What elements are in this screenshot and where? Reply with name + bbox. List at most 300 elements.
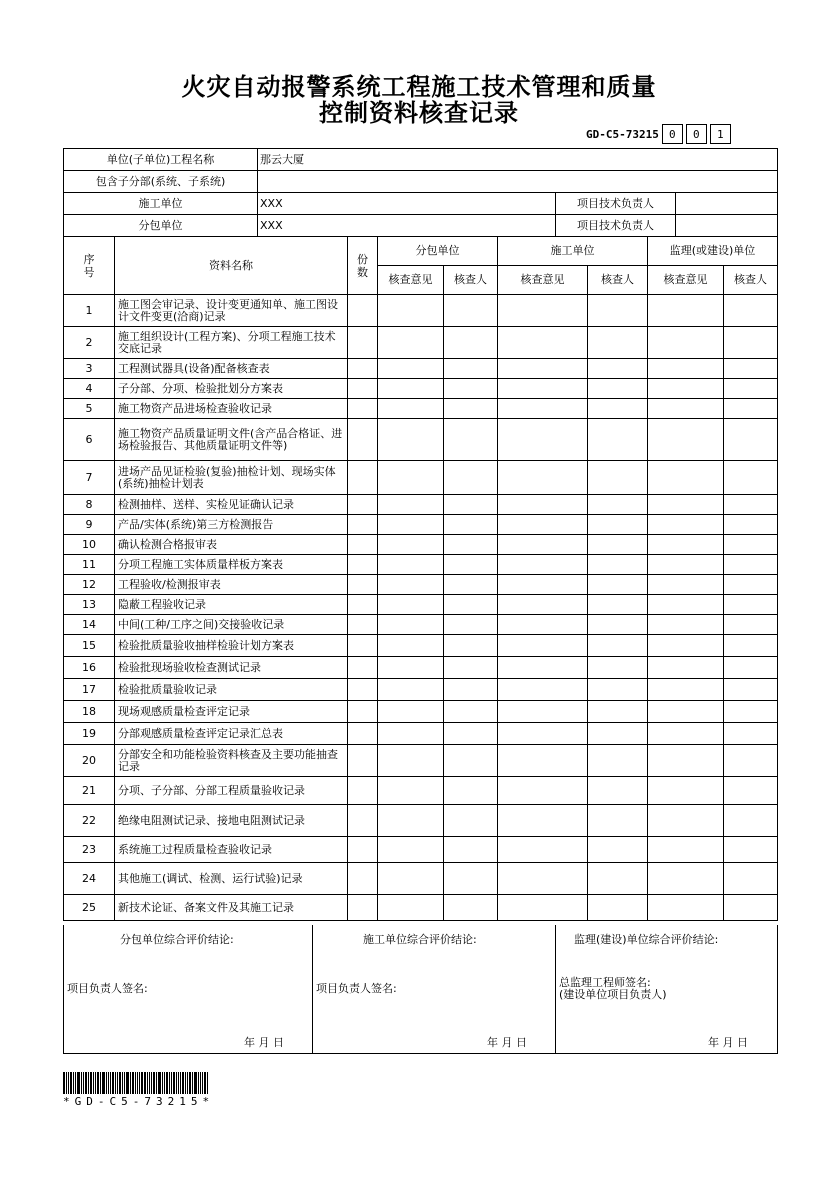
row-sup-checker-cell[interactable] xyxy=(724,327,778,359)
row-sup-checker-cell[interactable] xyxy=(724,555,778,575)
barcode-bar xyxy=(141,1072,143,1094)
row-con-opinion-cell[interactable] xyxy=(498,701,588,723)
row-sub-checker-cell[interactable] xyxy=(444,895,498,921)
row-number: 16 xyxy=(64,657,115,679)
barcode-bar xyxy=(178,1072,179,1094)
tech-lead-value[interactable] xyxy=(676,193,778,215)
barcode-bar xyxy=(102,1072,105,1094)
row-count-cell[interactable] xyxy=(348,515,378,535)
row-sup-opinion-cell[interactable] xyxy=(648,805,724,837)
row-sup-checker-cell[interactable] xyxy=(724,399,778,419)
row-sup-checker-cell[interactable] xyxy=(724,359,778,379)
row-sub-opinion-cell[interactable] xyxy=(378,535,444,555)
row-sup-opinion-cell[interactable] xyxy=(648,777,724,805)
row-sup-checker-cell[interactable] xyxy=(724,615,778,635)
row-sup-checker-cell[interactable] xyxy=(724,461,778,495)
row-con-checker-cell[interactable] xyxy=(588,895,648,921)
sub-tech-lead-value[interactable] xyxy=(676,215,778,237)
row-sub-opinion-cell[interactable] xyxy=(378,327,444,359)
row-count-cell[interactable] xyxy=(348,723,378,745)
sub-conclusion[interactable] xyxy=(64,925,312,1053)
table-row xyxy=(64,461,778,495)
row-count-cell[interactable] xyxy=(348,461,378,495)
row-con-opinion-cell[interactable] xyxy=(498,723,588,745)
row-count-cell[interactable] xyxy=(348,679,378,701)
barcode-bar xyxy=(122,1072,123,1094)
row-con-checker-cell[interactable] xyxy=(588,359,648,379)
row-sub-opinion-cell[interactable] xyxy=(378,805,444,837)
row-sub-checker-cell[interactable] xyxy=(444,723,498,745)
row-sub-checker-cell[interactable] xyxy=(444,515,498,535)
row-record-name: 施工物资产品质量证明文件(含产品合格证、进场检验报告、其他质量证明文件等) xyxy=(115,419,348,461)
barcode-bar xyxy=(207,1072,208,1094)
row-count-cell[interactable] xyxy=(348,745,378,777)
row-con-opinion-cell[interactable] xyxy=(498,515,588,535)
barcode-bar xyxy=(156,1072,157,1094)
row-sup-opinion-cell[interactable] xyxy=(648,657,724,679)
barcode xyxy=(63,1072,233,1094)
row-sub-checker-cell[interactable] xyxy=(444,805,498,837)
row-con-checker-cell[interactable] xyxy=(588,745,648,777)
name-header: 资料名称 xyxy=(115,237,348,295)
row-count-cell[interactable] xyxy=(348,419,378,461)
row-sup-checker-cell[interactable] xyxy=(724,419,778,461)
row-record-name: 施工物资产品进场检查验收记录 xyxy=(115,399,348,419)
row-sub-opinion-cell[interactable] xyxy=(378,461,444,495)
sub-unit-header: 分包单位 xyxy=(378,237,498,266)
row-sub-opinion-cell[interactable] xyxy=(378,359,444,379)
row-con-opinion-cell[interactable] xyxy=(498,399,588,419)
row-count-cell[interactable] xyxy=(348,657,378,679)
row-sub-opinion-cell[interactable] xyxy=(378,635,444,657)
code-box-3[interactable]: 1 xyxy=(710,124,731,144)
row-sup-checker-cell[interactable] xyxy=(724,535,778,555)
barcode-bar xyxy=(158,1072,161,1094)
row-record-name: 分项、子分部、分部工程质量验收记录 xyxy=(115,777,348,805)
row-sup-opinion-cell[interactable] xyxy=(648,461,724,495)
row-con-checker-cell[interactable] xyxy=(588,399,648,419)
row-con-opinion-cell[interactable] xyxy=(498,777,588,805)
row-sub-checker-cell[interactable] xyxy=(444,701,498,723)
row-sub-opinion-cell[interactable] xyxy=(378,419,444,461)
row-sub-checker-cell[interactable] xyxy=(444,359,498,379)
row-con-checker-cell[interactable] xyxy=(588,555,648,575)
row-con-opinion-cell[interactable] xyxy=(498,615,588,635)
row-con-checker-cell[interactable] xyxy=(588,575,648,595)
row-con-opinion-cell[interactable] xyxy=(498,657,588,679)
row-con-opinion-cell[interactable] xyxy=(498,535,588,555)
table-row xyxy=(64,327,778,359)
row-sup-opinion-cell[interactable] xyxy=(648,837,724,863)
subcontractor-value[interactable]: XXX xyxy=(258,215,556,237)
barcode-bar xyxy=(124,1072,125,1094)
table-row xyxy=(64,701,778,723)
row-con-checker-cell[interactable] xyxy=(588,837,648,863)
row-sub-opinion-cell[interactable] xyxy=(378,595,444,615)
row-sup-checker-cell[interactable] xyxy=(724,635,778,657)
row-count-cell[interactable] xyxy=(348,327,378,359)
row-sub-opinion-cell[interactable] xyxy=(378,863,444,895)
row-count-cell[interactable] xyxy=(348,805,378,837)
row-sup-opinion-cell[interactable] xyxy=(648,745,724,777)
row-con-opinion-cell[interactable] xyxy=(498,837,588,863)
document-title-line2: 控制资料核查记录 xyxy=(319,98,519,127)
row-con-checker-cell[interactable] xyxy=(588,657,648,679)
barcode-bar xyxy=(180,1072,181,1094)
row-con-checker-cell[interactable] xyxy=(588,595,648,615)
barcode-bar xyxy=(112,1072,114,1094)
subdivision-value[interactable] xyxy=(258,171,778,193)
row-con-opinion-cell[interactable] xyxy=(498,895,588,921)
sup-conclusion[interactable] xyxy=(555,925,777,1053)
unit-name-value[interactable]: 那云大厦 xyxy=(258,149,778,171)
row-sub-opinion-cell[interactable] xyxy=(378,399,444,419)
row-sub-opinion-cell[interactable] xyxy=(378,745,444,777)
barcode-bar xyxy=(204,1072,206,1094)
row-record-name: 检测抽样、送样、实检见证确认记录 xyxy=(115,495,348,515)
barcode-bar xyxy=(192,1072,193,1094)
row-con-checker-cell[interactable] xyxy=(588,635,648,657)
barcode-bar xyxy=(187,1072,188,1094)
row-sub-opinion-cell[interactable] xyxy=(378,295,444,327)
row-sub-checker-cell[interactable] xyxy=(444,379,498,399)
row-sup-opinion-cell[interactable] xyxy=(648,895,724,921)
row-count-cell[interactable] xyxy=(348,379,378,399)
row-sub-checker-cell[interactable] xyxy=(444,495,498,515)
row-con-checker-cell[interactable] xyxy=(588,461,648,495)
row-number: 22 xyxy=(64,805,115,837)
row-sup-opinion-cell[interactable] xyxy=(648,399,724,419)
row-sup-opinion-cell[interactable] xyxy=(648,635,724,657)
code-box-1[interactable]: 0 xyxy=(662,124,683,144)
row-con-opinion-cell[interactable] xyxy=(498,295,588,327)
row-record-name: 新技术论证、备案文件及其施工记录 xyxy=(115,895,348,921)
row-con-checker-cell[interactable] xyxy=(588,295,648,327)
row-record-name: 子分部、分项、检验批划分方案表 xyxy=(115,379,348,399)
row-record-name: 分项工程施工实体质量样板方案表 xyxy=(115,555,348,575)
row-sup-opinion-cell[interactable] xyxy=(648,359,724,379)
barcode-bar xyxy=(173,1072,175,1094)
row-count-cell[interactable] xyxy=(348,295,378,327)
row-count-cell[interactable] xyxy=(348,635,378,657)
row-con-opinion-cell[interactable] xyxy=(498,575,588,595)
row-record-name: 检验批质量验收记录 xyxy=(115,679,348,701)
row-sup-checker-cell[interactable] xyxy=(724,515,778,535)
barcode-bar xyxy=(88,1072,89,1094)
row-con-checker-cell[interactable] xyxy=(588,723,648,745)
row-sup-checker-cell[interactable] xyxy=(724,295,778,327)
row-number: 10 xyxy=(64,535,115,555)
row-number: 4 xyxy=(64,379,115,399)
row-sup-opinion-cell[interactable] xyxy=(648,419,724,461)
table-row xyxy=(64,723,778,745)
table-row xyxy=(64,657,778,679)
table-row xyxy=(64,777,778,805)
row-sub-checker-cell[interactable] xyxy=(444,327,498,359)
con-sign-label: 项目负责人签名: xyxy=(316,982,397,995)
row-con-checker-cell[interactable] xyxy=(588,701,648,723)
row-sup-checker-cell[interactable] xyxy=(724,777,778,805)
row-record-name: 工程测试器具(设备)配备核查表 xyxy=(115,359,348,379)
row-sup-opinion-cell[interactable] xyxy=(648,575,724,595)
sup-opinion-header: 核查意见 xyxy=(648,266,724,295)
table-row xyxy=(64,555,778,575)
row-sup-checker-cell[interactable] xyxy=(724,495,778,515)
row-sup-checker-cell[interactable] xyxy=(724,679,778,701)
row-sup-opinion-cell[interactable] xyxy=(648,535,724,555)
row-sup-checker-cell[interactable] xyxy=(724,701,778,723)
row-con-opinion-cell[interactable] xyxy=(498,595,588,615)
row-number: 20 xyxy=(64,745,115,777)
row-sup-checker-cell[interactable] xyxy=(724,745,778,777)
row-sub-checker-cell[interactable] xyxy=(444,461,498,495)
barcode-bar xyxy=(132,1072,134,1094)
row-sub-checker-cell[interactable] xyxy=(444,615,498,635)
row-sup-opinion-cell[interactable] xyxy=(648,701,724,723)
barcode-bar xyxy=(70,1072,72,1094)
sub-conclusion-title: 分包单位综合评价结论: xyxy=(120,933,234,946)
barcode-bar xyxy=(85,1072,87,1094)
row-sup-opinion-cell[interactable] xyxy=(648,679,724,701)
row-con-checker-cell[interactable] xyxy=(588,495,648,515)
barcode-bar xyxy=(176,1072,177,1094)
row-number: 11 xyxy=(64,555,115,575)
row-number: 25 xyxy=(64,895,115,921)
table-row xyxy=(64,635,778,657)
barcode-bar xyxy=(162,1072,163,1094)
row-count-cell[interactable] xyxy=(348,615,378,635)
row-record-name: 系统施工过程质量检查验收记录 xyxy=(115,837,348,863)
row-count-cell[interactable] xyxy=(348,359,378,379)
row-sub-checker-cell[interactable] xyxy=(444,419,498,461)
row-record-name: 确认检测合格报审表 xyxy=(115,535,348,555)
row-record-name: 检验批质量验收抽样检验计划方案表 xyxy=(115,635,348,657)
sub-checker-header: 核查人 xyxy=(444,266,498,295)
row-con-checker-cell[interactable] xyxy=(588,515,648,535)
row-sup-opinion-cell[interactable] xyxy=(648,495,724,515)
row-record-name: 绝缘电阻测试记录、接地电阻测试记录 xyxy=(115,805,348,837)
row-sup-opinion-cell[interactable] xyxy=(648,723,724,745)
row-sup-checker-cell[interactable] xyxy=(724,863,778,895)
row-number: 5 xyxy=(64,399,115,419)
row-sub-checker-cell[interactable] xyxy=(444,837,498,863)
row-sup-opinion-cell[interactable] xyxy=(648,863,724,895)
barcode-bar xyxy=(189,1072,191,1094)
row-sub-opinion-cell[interactable] xyxy=(378,515,444,535)
con-checker-header: 核查人 xyxy=(588,266,648,295)
row-count-cell[interactable] xyxy=(348,399,378,419)
row-con-checker-cell[interactable] xyxy=(588,379,648,399)
barcode-bar xyxy=(119,1072,121,1094)
row-sub-checker-cell[interactable] xyxy=(444,777,498,805)
row-con-checker-cell[interactable] xyxy=(588,679,648,701)
row-con-opinion-cell[interactable] xyxy=(498,495,588,515)
row-number: 23 xyxy=(64,837,115,863)
barcode-bar xyxy=(97,1072,99,1094)
row-sub-opinion-cell[interactable] xyxy=(378,837,444,863)
row-sup-checker-cell[interactable] xyxy=(724,575,778,595)
row-con-opinion-cell[interactable] xyxy=(498,745,588,777)
row-sub-checker-cell[interactable] xyxy=(444,745,498,777)
row-record-name: 分部观感质量检查评定记录汇总表 xyxy=(115,723,348,745)
sub-date: 年 月 日 xyxy=(244,1036,284,1049)
sup-checker-header: 核查人 xyxy=(724,266,778,295)
row-sup-opinion-cell[interactable] xyxy=(648,555,724,575)
row-sup-opinion-cell[interactable] xyxy=(648,615,724,635)
row-sup-opinion-cell[interactable] xyxy=(648,515,724,535)
row-con-checker-cell[interactable] xyxy=(588,805,648,837)
table-row xyxy=(64,837,778,863)
row-con-checker-cell[interactable] xyxy=(588,419,648,461)
row-con-opinion-cell[interactable] xyxy=(498,863,588,895)
row-sup-checker-cell[interactable] xyxy=(724,837,778,863)
row-sup-checker-cell[interactable] xyxy=(724,379,778,399)
barcode-bar xyxy=(126,1072,129,1094)
row-sub-opinion-cell[interactable] xyxy=(378,701,444,723)
row-sub-opinion-cell[interactable] xyxy=(378,615,444,635)
row-number: 12 xyxy=(64,575,115,595)
row-sub-checker-cell[interactable] xyxy=(444,399,498,419)
row-count-cell[interactable] xyxy=(348,701,378,723)
row-sub-checker-cell[interactable] xyxy=(444,657,498,679)
document-code-prefix: GD-C5-73215 xyxy=(586,127,659,141)
row-number: 3 xyxy=(64,359,115,379)
row-count-cell[interactable] xyxy=(348,535,378,555)
sup-unit-header: 监理(或建设)单位 xyxy=(648,237,778,266)
row-con-opinion-cell[interactable] xyxy=(498,359,588,379)
row-sup-opinion-cell[interactable] xyxy=(648,595,724,615)
row-con-checker-cell[interactable] xyxy=(588,615,648,635)
barcode-bar xyxy=(130,1072,131,1094)
row-sup-checker-cell[interactable] xyxy=(724,723,778,745)
row-con-opinion-cell[interactable] xyxy=(498,805,588,837)
barcode-bar xyxy=(137,1072,138,1094)
row-sub-opinion-cell[interactable] xyxy=(378,895,444,921)
row-sub-opinion-cell[interactable] xyxy=(378,679,444,701)
con-unit-header: 施工单位 xyxy=(498,237,648,266)
con-date: 年 月 日 xyxy=(487,1036,527,1049)
barcode-text: *GD-C5-73215* xyxy=(63,1095,215,1108)
sub-opinion-header: 核查意见 xyxy=(378,266,444,295)
row-sub-opinion-cell[interactable] xyxy=(378,777,444,805)
count-header: 份数 xyxy=(348,237,378,295)
barcode-bar xyxy=(95,1072,96,1094)
table-row xyxy=(64,745,778,777)
barcode-bar xyxy=(182,1072,184,1094)
table-row xyxy=(64,295,778,327)
row-sub-checker-cell[interactable] xyxy=(444,555,498,575)
row-record-name: 施工组织设计(工程方案)、分项工程施工技术交底记录 xyxy=(115,327,348,359)
row-con-checker-cell[interactable] xyxy=(588,863,648,895)
row-number: 6 xyxy=(64,419,115,461)
row-record-name: 检验批现场验收检查测试记录 xyxy=(115,657,348,679)
contractor-value[interactable]: XXX xyxy=(258,193,556,215)
records-table xyxy=(63,236,778,921)
row-count-cell[interactable] xyxy=(348,495,378,515)
row-sub-opinion-cell[interactable] xyxy=(378,555,444,575)
row-count-cell[interactable] xyxy=(348,555,378,575)
table-row xyxy=(64,895,778,921)
row-con-opinion-cell[interactable] xyxy=(498,379,588,399)
row-number: 9 xyxy=(64,515,115,535)
barcode-bar xyxy=(171,1072,172,1094)
table-row xyxy=(64,679,778,701)
row-sub-checker-cell[interactable] xyxy=(444,535,498,555)
con-conclusion[interactable] xyxy=(312,925,556,1053)
row-count-cell[interactable] xyxy=(348,777,378,805)
barcode-bar xyxy=(106,1072,107,1094)
table-row xyxy=(64,379,778,399)
row-sup-checker-cell[interactable] xyxy=(724,805,778,837)
row-sub-opinion-cell[interactable] xyxy=(378,723,444,745)
row-sup-opinion-cell[interactable] xyxy=(648,379,724,399)
row-sub-checker-cell[interactable] xyxy=(444,595,498,615)
row-count-cell[interactable] xyxy=(348,863,378,895)
row-count-cell[interactable] xyxy=(348,895,378,921)
barcode-bar xyxy=(153,1072,155,1094)
tech-lead-label: 项目技术负责人 xyxy=(556,193,676,215)
row-sub-checker-cell[interactable] xyxy=(444,679,498,701)
row-sup-checker-cell[interactable] xyxy=(724,657,778,679)
row-count-cell[interactable] xyxy=(348,595,378,615)
row-con-opinion-cell[interactable] xyxy=(498,555,588,575)
barcode-bar xyxy=(77,1072,80,1094)
table-row xyxy=(64,595,778,615)
barcode-bar xyxy=(66,1072,67,1094)
table-row xyxy=(64,575,778,595)
row-sub-checker-cell[interactable] xyxy=(444,295,498,327)
barcode-bar xyxy=(144,1072,146,1094)
row-sup-opinion-cell[interactable] xyxy=(648,327,724,359)
row-sup-opinion-cell[interactable] xyxy=(648,295,724,327)
row-con-checker-cell[interactable] xyxy=(588,535,648,555)
row-sub-opinion-cell[interactable] xyxy=(378,657,444,679)
row-sub-opinion-cell[interactable] xyxy=(378,575,444,595)
table-row xyxy=(64,863,778,895)
barcode-bar xyxy=(139,1072,140,1094)
table-row xyxy=(64,399,778,419)
seq-header: 序号 xyxy=(64,237,115,295)
row-con-opinion-cell[interactable] xyxy=(498,635,588,657)
row-sub-checker-cell[interactable] xyxy=(444,635,498,657)
barcode-bar xyxy=(75,1072,76,1094)
code-box-2[interactable]: 0 xyxy=(686,124,707,144)
row-con-checker-cell[interactable] xyxy=(588,327,648,359)
row-sup-checker-cell[interactable] xyxy=(724,595,778,615)
row-sub-checker-cell[interactable] xyxy=(444,575,498,595)
row-count-cell[interactable] xyxy=(348,837,378,863)
row-number: 1 xyxy=(64,295,115,327)
document-code xyxy=(586,124,731,144)
barcode-bar xyxy=(100,1072,101,1094)
row-con-opinion-cell[interactable] xyxy=(498,461,588,495)
row-record-name: 现场观感质量检查评定记录 xyxy=(115,701,348,723)
row-number: 15 xyxy=(64,635,115,657)
row-con-opinion-cell[interactable] xyxy=(498,327,588,359)
row-number: 8 xyxy=(64,495,115,515)
row-con-opinion-cell[interactable] xyxy=(498,679,588,701)
barcode-bar xyxy=(151,1072,152,1094)
row-sub-opinion-cell[interactable] xyxy=(378,379,444,399)
row-count-cell[interactable] xyxy=(348,575,378,595)
row-con-opinion-cell[interactable] xyxy=(498,419,588,461)
row-sub-opinion-cell[interactable] xyxy=(378,495,444,515)
row-con-checker-cell[interactable] xyxy=(588,777,648,805)
sub-tech-lead-label: 项目技术负责人 xyxy=(556,215,676,237)
barcode-bar xyxy=(63,1072,65,1094)
row-sub-checker-cell[interactable] xyxy=(444,863,498,895)
row-sup-checker-cell[interactable] xyxy=(724,895,778,921)
